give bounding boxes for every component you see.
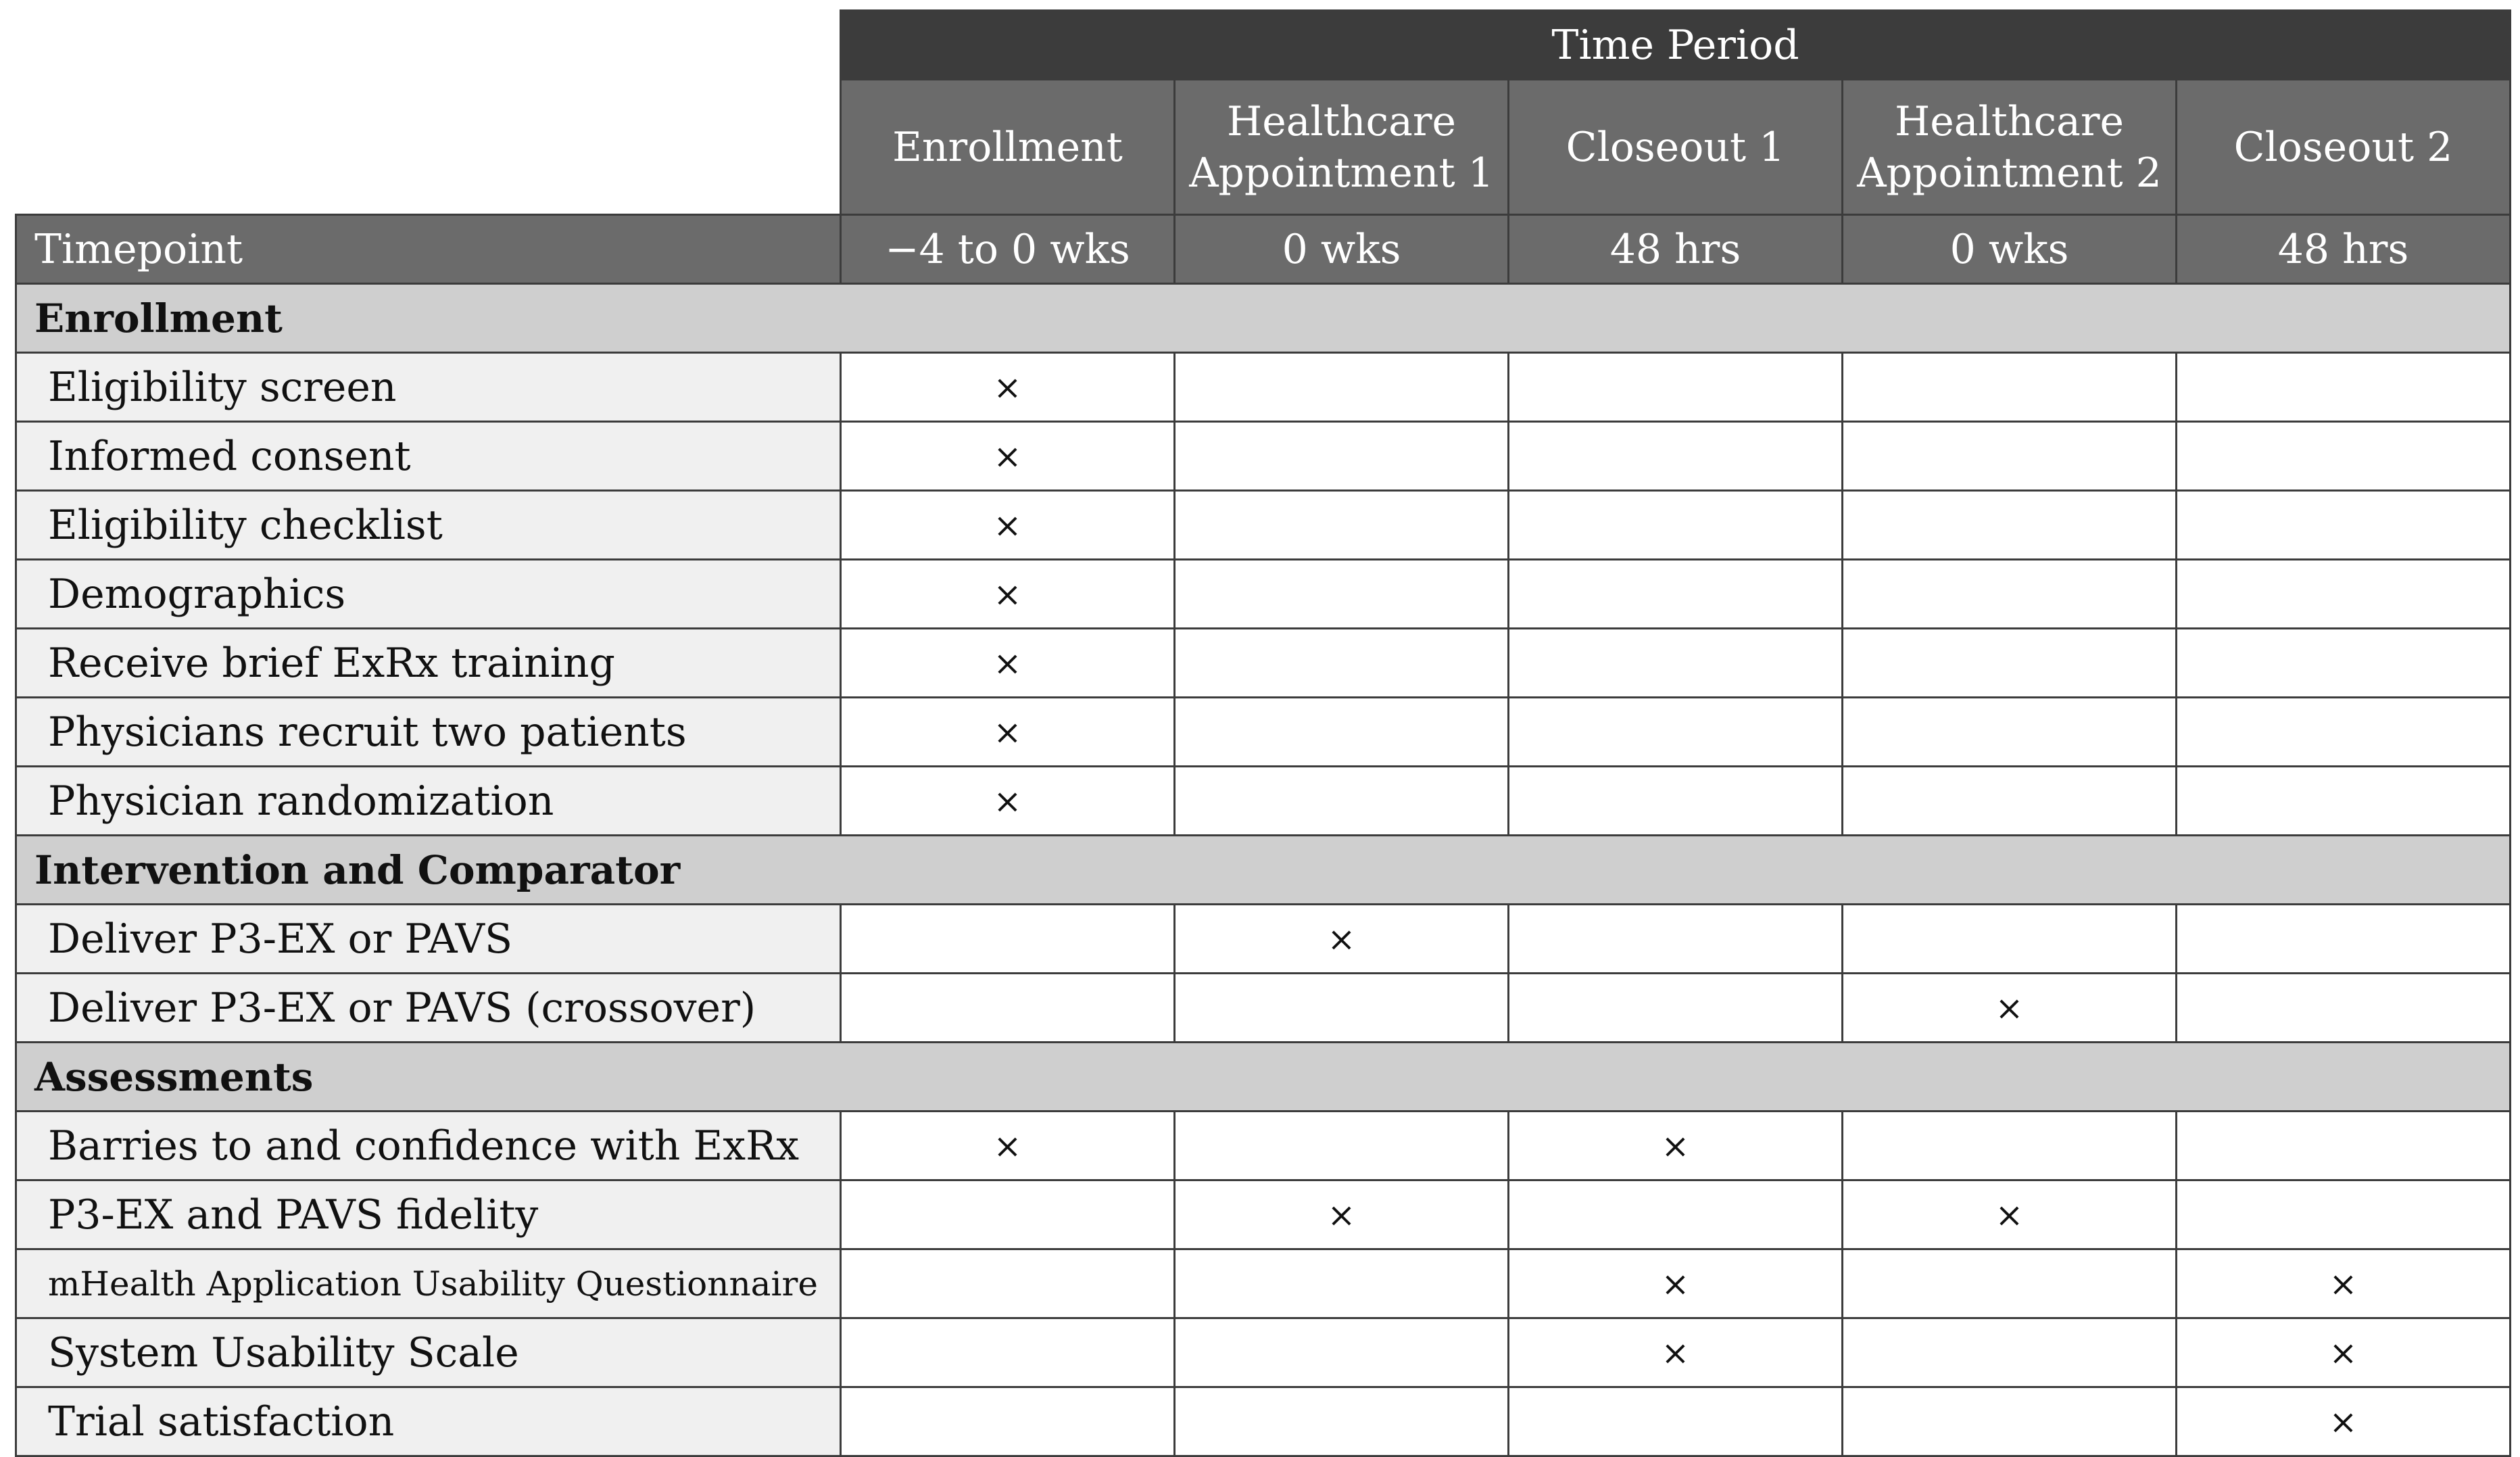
time-period-header: Time Period [841, 11, 2511, 80]
schedule-cell [1175, 905, 1509, 974]
schedule-cell [2177, 905, 2511, 974]
section-title: Assessments [16, 1043, 2511, 1112]
scheduled-mark: × [993, 643, 1022, 683]
schedule-cell [841, 905, 1175, 974]
corner-blank [16, 11, 841, 80]
scheduled-mark: × [1995, 1195, 2024, 1235]
schedule-cell [1509, 560, 1843, 629]
schedule-cell [1175, 1180, 1509, 1249]
schedule-cell [841, 1249, 1175, 1318]
activity-label: Deliver P3-EX or PAVS [16, 905, 841, 974]
schedule-cell [1175, 767, 1509, 836]
schedule-cell [1175, 353, 1509, 422]
section-title: Enrollment [16, 284, 2511, 353]
schedule-cell [1509, 1318, 1843, 1387]
scheduled-mark: × [1661, 1126, 1690, 1166]
scheduled-mark: × [993, 781, 1022, 821]
corner-blank-2 [16, 80, 841, 215]
schedule-cell [2177, 1318, 2511, 1387]
column-header-appointment-2: Healthcare Appointment 2 [1843, 80, 2177, 215]
schedule-cell [841, 1180, 1175, 1249]
scheduled-mark: × [2329, 1264, 2358, 1304]
schedule-cell [841, 422, 1175, 491]
scheduled-mark: × [993, 436, 1022, 476]
activity-label: Deliver P3-EX or PAVS (crossover) [16, 974, 841, 1043]
schedule-cell [1843, 1387, 2177, 1456]
schedule-cell [1843, 491, 2177, 560]
timepoint-row [16, 215, 2511, 284]
schedule-cell [1175, 560, 1509, 629]
activity-label: Eligibility screen [16, 353, 841, 422]
schedule-cell [1175, 629, 1509, 698]
schedule-cell [2177, 767, 2511, 836]
timepoint-label: Timepoint [16, 215, 841, 284]
column-header-row [16, 80, 2511, 215]
schedule-table [15, 9, 2511, 1457]
timepoint-cell: 48 hrs [1509, 215, 1843, 284]
schedule-cell [841, 974, 1175, 1043]
scheduled-mark: × [993, 1126, 1022, 1166]
schedule-cell [1843, 629, 2177, 698]
timepoint-cell: 0 wks [1175, 215, 1509, 284]
column-header-enrollment: Enrollment [841, 80, 1175, 215]
schedule-cell [1509, 767, 1843, 836]
scheduled-mark: × [2329, 1333, 2358, 1372]
activity-row [16, 1112, 2511, 1180]
schedule-cell [1175, 698, 1509, 767]
activity-label: Physician randomization [16, 767, 841, 836]
activity-row [16, 422, 2511, 491]
schedule-cell [1175, 491, 1509, 560]
activity-row [16, 974, 2511, 1043]
timepoint-cell: 48 hrs [2177, 215, 2511, 284]
activity-label: Receive brief ExRx training [16, 629, 841, 698]
schedule-cell [1843, 974, 2177, 1043]
activity-label: P3-EX and PAVS fidelity [16, 1180, 841, 1249]
schedule-cell [1509, 698, 1843, 767]
activity-row [16, 1249, 2511, 1318]
schedule-cell [1509, 974, 1843, 1043]
scheduled-mark: × [993, 712, 1022, 752]
schedule-cell [2177, 698, 2511, 767]
schedule-cell [841, 1387, 1175, 1456]
schedule-cell [1843, 560, 2177, 629]
schedule-cell [841, 560, 1175, 629]
activity-row [16, 629, 2511, 698]
schedule-cell [841, 353, 1175, 422]
schedule-cell [2177, 560, 2511, 629]
scheduled-mark: × [1661, 1264, 1690, 1304]
activity-row [16, 1180, 2511, 1249]
schedule-cell [2177, 1387, 2511, 1456]
schedule-cell [1843, 1112, 2177, 1180]
column-header-appointment-1: Healthcare Appointment 1 [1175, 80, 1509, 215]
activity-row [16, 1387, 2511, 1456]
activity-row [16, 353, 2511, 422]
schedule-cell [1175, 974, 1509, 1043]
schedule-cell [2177, 491, 2511, 560]
schedule-cell [1843, 1318, 2177, 1387]
activity-label: Demographics [16, 560, 841, 629]
schedule-cell [2177, 629, 2511, 698]
activity-row [16, 560, 2511, 629]
timepoint-cell: −4 to 0 wks [841, 215, 1175, 284]
schedule-cell [841, 1318, 1175, 1387]
activity-label: Trial satisfaction [16, 1387, 841, 1456]
schedule-cell [1175, 1249, 1509, 1318]
activity-label: System Usability Scale [16, 1318, 841, 1387]
schedule-cell [2177, 1249, 2511, 1318]
section-row [16, 1043, 2511, 1112]
timepoint-cell: 0 wks [1843, 215, 2177, 284]
schedule-cell [1843, 767, 2177, 836]
schedule-cell [1509, 905, 1843, 974]
schedule-cell [1509, 629, 1843, 698]
scheduled-mark: × [1327, 1195, 1356, 1235]
schedule-cell [1843, 905, 2177, 974]
schedule-cell [2177, 1180, 2511, 1249]
scheduled-mark: × [1995, 988, 2024, 1028]
schedule-cell [2177, 353, 2511, 422]
section-title: Intervention and Comparator [16, 836, 2511, 905]
schedule-cell [2177, 1112, 2511, 1180]
scheduled-mark: × [993, 574, 1022, 614]
schedule-cell [841, 629, 1175, 698]
schedule-cell [841, 698, 1175, 767]
schedule-cell [841, 767, 1175, 836]
activity-row [16, 767, 2511, 836]
schedule-cell [1509, 422, 1843, 491]
activity-row [16, 491, 2511, 560]
schedule-cell [1175, 422, 1509, 491]
schedule-cell [1509, 1180, 1843, 1249]
schedule-cell [1843, 698, 2177, 767]
activity-label: Physicians recruit two patients [16, 698, 841, 767]
scheduled-mark: × [2329, 1402, 2358, 1441]
scheduled-mark: × [1661, 1333, 1690, 1372]
schedule-cell [841, 491, 1175, 560]
time-period-row [16, 11, 2511, 80]
schedule-cell [1509, 1112, 1843, 1180]
section-row [16, 836, 2511, 905]
schedule-cell [2177, 974, 2511, 1043]
section-row [16, 284, 2511, 353]
schedule-cell [1175, 1387, 1509, 1456]
scheduled-mark: × [1327, 919, 1356, 959]
activity-row [16, 905, 2511, 974]
schedule-cell [1175, 1112, 1509, 1180]
schedule-cell [841, 1112, 1175, 1180]
schedule-cell [1509, 353, 1843, 422]
schedule-cell [1843, 1180, 2177, 1249]
column-header-closeout-2: Closeout 2 [2177, 80, 2511, 215]
activity-label: Informed consent [16, 422, 841, 491]
scheduled-mark: × [993, 505, 1022, 545]
activity-label: mHealth Application Usability Questionnaire [16, 1249, 841, 1318]
schedule-cell [1175, 1318, 1509, 1387]
schedule-cell [1843, 422, 2177, 491]
schedule-cell [1509, 1387, 1843, 1456]
schedule-cell [1843, 353, 2177, 422]
scheduled-mark: × [993, 367, 1022, 407]
schedule-cell [1509, 1249, 1843, 1318]
column-header-closeout-1: Closeout 1 [1509, 80, 1843, 215]
activity-label: Barries to and confidence with ExRx [16, 1112, 841, 1180]
activity-label: Eligibility checklist [16, 491, 841, 560]
activity-row [16, 1318, 2511, 1387]
schedule-cell [1509, 491, 1843, 560]
schedule-cell [1843, 1249, 2177, 1318]
activity-row [16, 698, 2511, 767]
schedule-cell [2177, 422, 2511, 491]
